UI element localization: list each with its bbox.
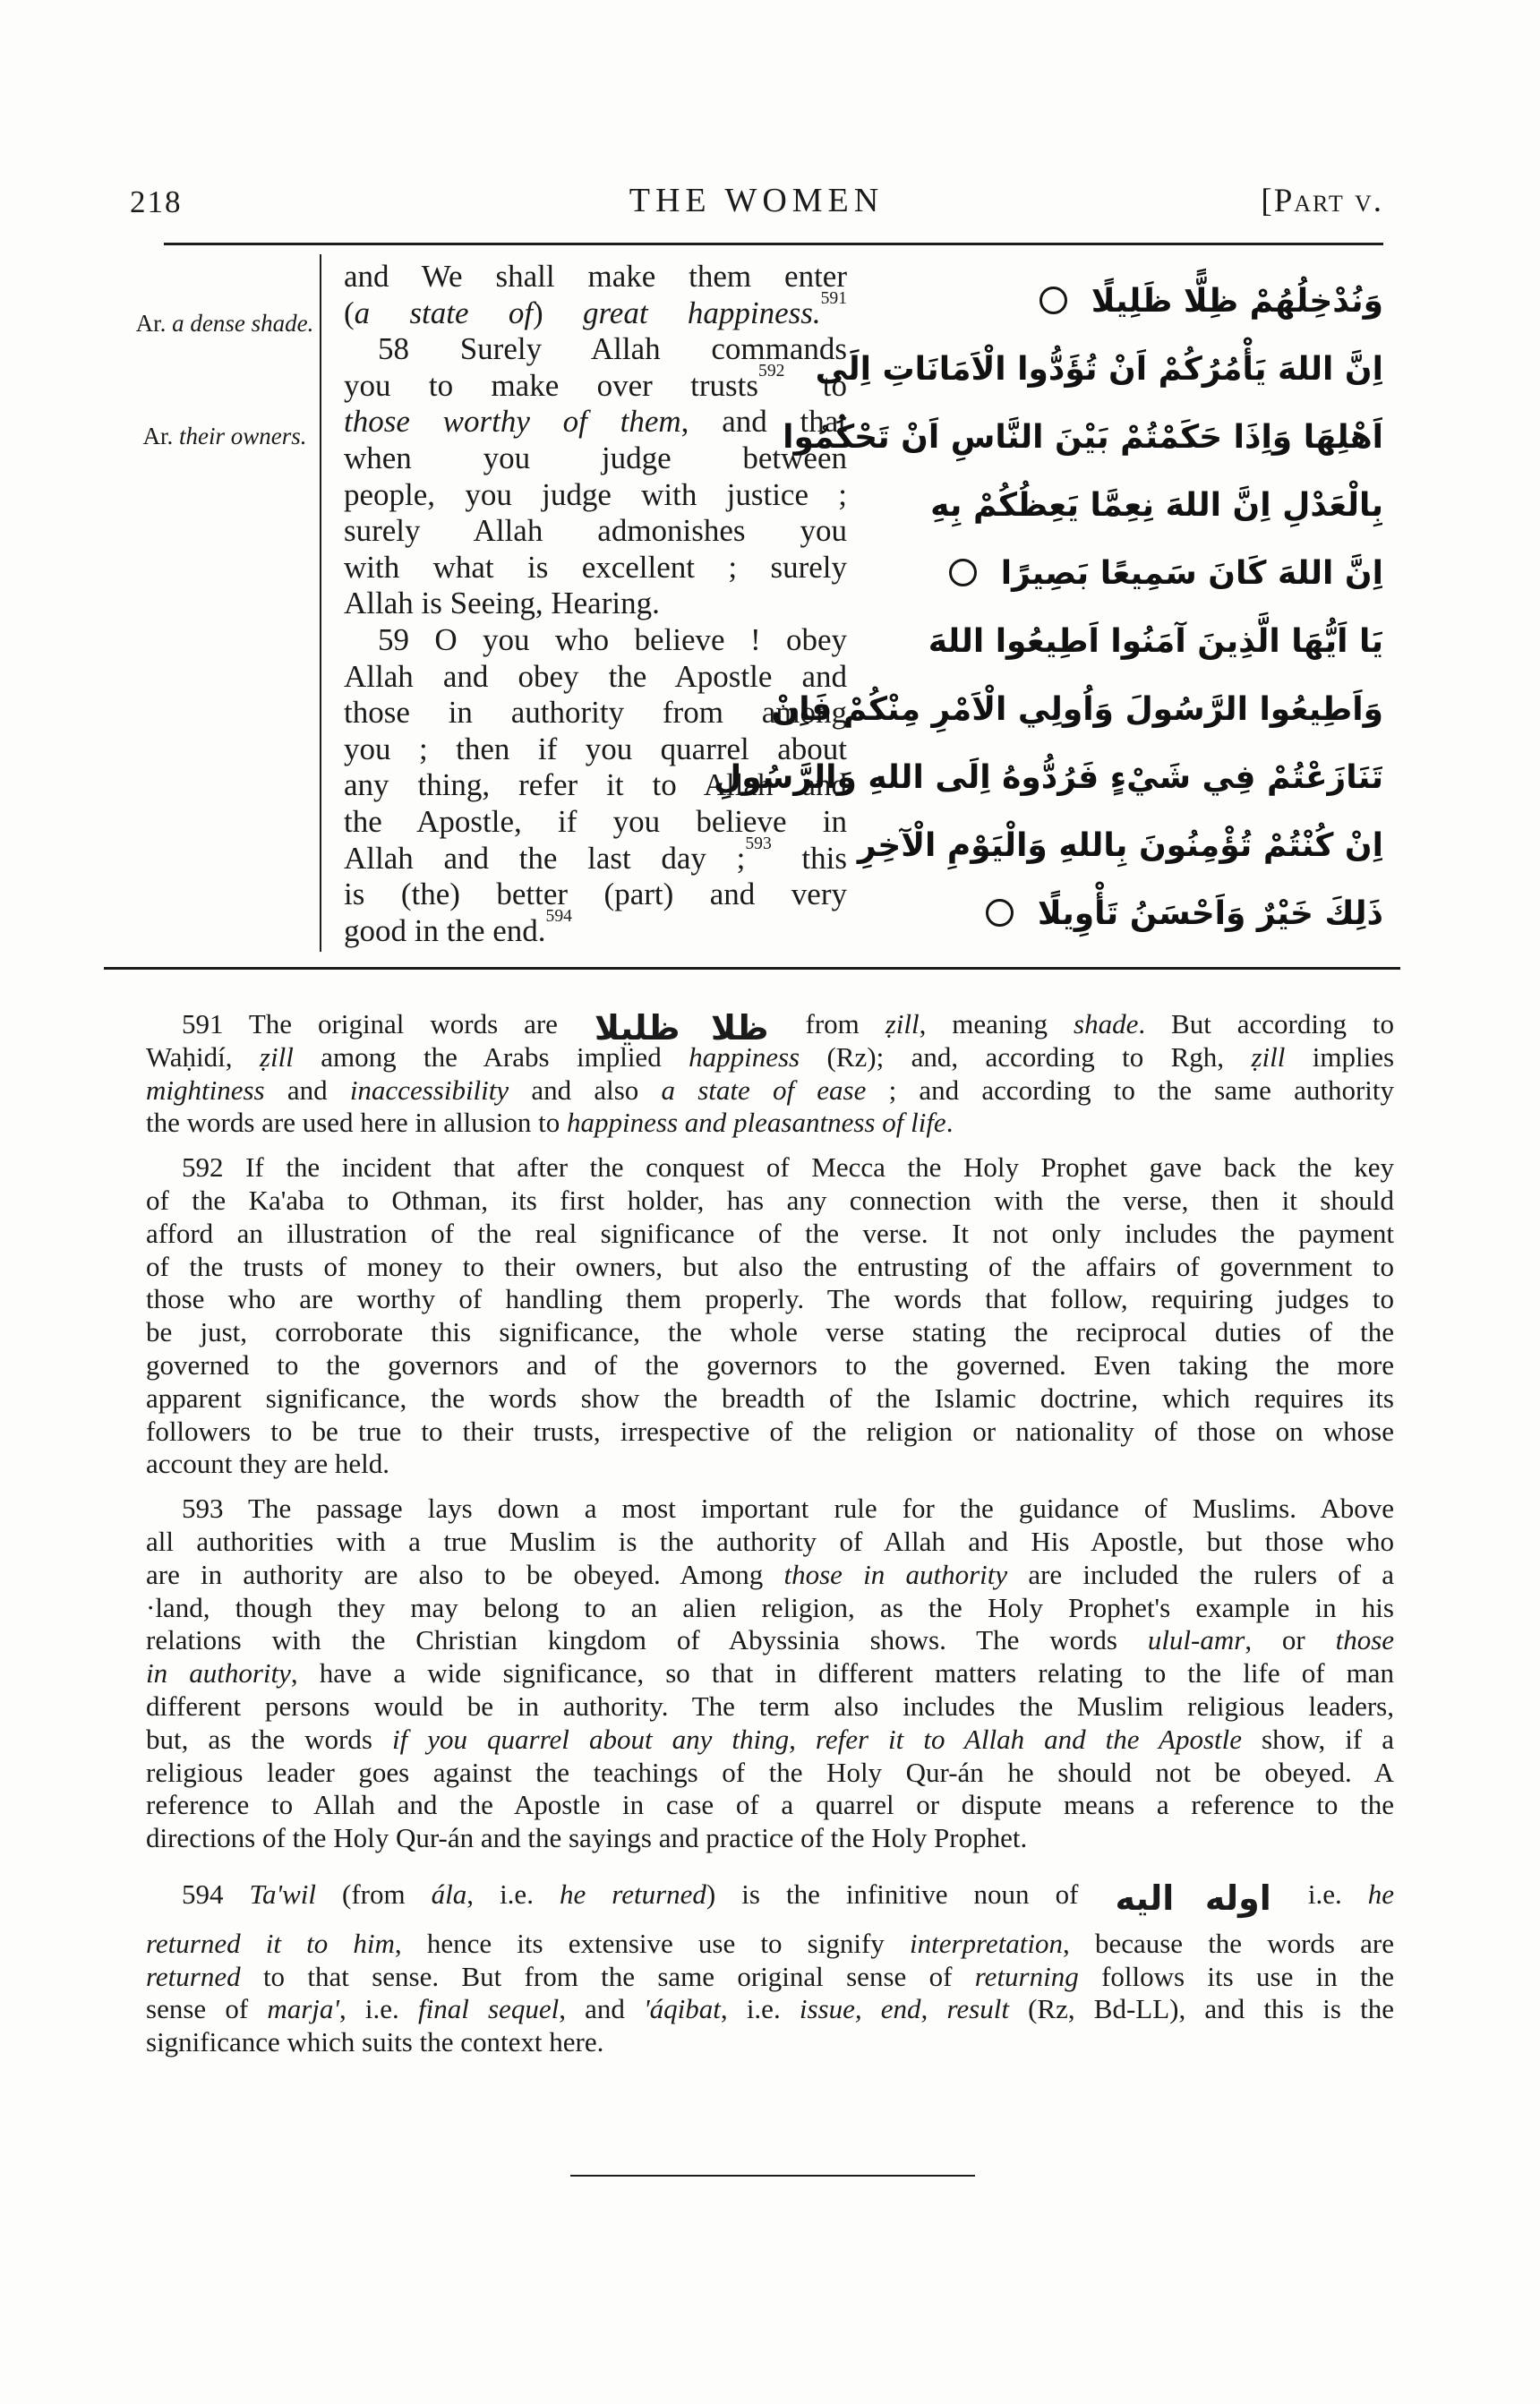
footnote-line: all authorities with a true Muslim is the authority of Allah and His Apostle, but those who [146, 1525, 1394, 1557]
footnote-line: of the trusts of money to their owners, but also the entrusting of the affairs of government to [146, 1250, 1394, 1282]
footnote-594 [146, 1878, 1394, 2059]
footnote-line: different persons would be in authority. The term also includes the Muslim religious leaders, [146, 1690, 1394, 1722]
footnote-line: significance which suits the context here. [146, 2026, 604, 2058]
arabic-verse-line: اَهْلِهَا وَاِذَا حَكَمْتُمْ بَيْنَ النَّاسِ اَنْ تَحْكُمُوا [783, 419, 1383, 456]
translation-line: when you judge between [344, 440, 847, 475]
footnote-line: be just, corroborate this significance, the whole verse stating the reciprocal duties of the [146, 1316, 1394, 1348]
arabic-verse-line: اِنَّ اللهَ يَأْمُرُكُمْ اَنْ تُؤَدُّوا الْاَمَانَاتِ اِلَى [815, 351, 1383, 388]
arabic-verse-line: بِالْعَدْلِ اِنَّ اللهَ نِعِمَّا يَعِظُكُمْ بِهِ [930, 487, 1383, 524]
arabic-verse-line: اِنْ كُنْتُمْ تُؤْمِنُونَ بِاللهِ وَالْيَوْمِ الْآخِرِ [857, 827, 1383, 864]
footnote-line: afford an illustration of the real significance of the verse. It not only includes the payment [146, 1217, 1394, 1249]
translation-line: good in the end.$^{594}$ [344, 907, 572, 948]
footnote-line: mightiness and inaccessibility and also a state of ease ; and according to the same authority [146, 1074, 1395, 1106]
footnote-line: the words are used here in allusion to happiness and pleasantness of life. [146, 1107, 954, 1139]
margin-note-owners: Ar. their owners. [142, 423, 307, 449]
footnote-line: directions of the Holy Qur-án and the sayings and practice of the Holy Prophet. [146, 1822, 1028, 1854]
footnote-line: religious leader goes against the teachings of the Holy Qur-án he should not be obeyed. A [146, 1756, 1394, 1788]
footnote-line: in authority, have a wide significance, so that in different matters relating to the life of man [146, 1657, 1395, 1690]
footnote-line: returned it to him, hence its extensive use to signify interpretation, because the words are [146, 1927, 1395, 1959]
translation-line: you ; then if you quarrel about [344, 731, 847, 766]
translation-line: 58 Surely Allah commands [378, 331, 847, 367]
arabic-verse-line: تَنَازَعْتُمْ فِي شَيْءٍ فَرُدُّوهُ اِلَى اللهِ وَالرَّسُولِ [714, 759, 1383, 796]
footnote-line: Waḥidí, ẓill among the Arabs implied happiness (Rz); and, according to Rgh, ẓill implies [146, 1040, 1395, 1073]
arabic-verse-line: اِنَّ اللهَ كَانَ سَمِيعًا بَصِيرًا [852, 540, 1383, 608]
footnote-line: 592 If the incident that after the conquest of Mecca the Holy Prophet gave back the key [182, 1151, 1394, 1184]
translation-line: Allah and obey the Apostle and [344, 658, 847, 694]
inline-arabic-text: ظلا ظليلا [594, 1008, 769, 1048]
footnote-line: 591 The original words are ظلا ظليلا from ẓill, meaning shade. But according to [182, 1008, 1394, 1048]
footnote-line: account they are held. [146, 1448, 389, 1480]
translation-line: any thing, refer it to Allah and [344, 767, 847, 803]
translation-line: those worthy of them, and that [344, 404, 847, 440]
arabic-verse-line: وَاَطِيعُوا الرَّسُولَ وَاُولِي الْاَمْرِ مِنْكُمْ فَاِنْ [771, 691, 1383, 728]
footnote-ref: 592 [758, 362, 785, 381]
footnote-line: but, as the words if you quarrel about any thing, refer it to Allah and the Apostle show, if a [146, 1723, 1394, 1755]
translation-line: people, you judge with justice ; [344, 476, 847, 512]
footnote-line: apparent significance, the words show the breadth of the Islamic doctrine, which requires its [146, 1382, 1394, 1414]
translation-line: Allah is Seeing, Hearing. [344, 586, 660, 621]
footnote-line: sense of marja', i.e. final sequel, and 'áqibat, i.e. issue, end, result (Rz, Bd-LL), and this is the [146, 1993, 1394, 2025]
verse-end-icon [986, 899, 1014, 927]
footnote-line: are in authority are also to be obeyed. Among those in authority are included the rulers of a [146, 1558, 1395, 1590]
footnotes-section [146, 1008, 1394, 2071]
arabic-verse-line: ذَلِكَ خَيْرٌ وَاَحْسَنُ تَأْوِيلًا [852, 880, 1383, 948]
translation-line: those in authority from among [344, 695, 847, 731]
page-bottom-rule [570, 2175, 975, 2177]
english-translation-column [344, 259, 847, 949]
translation-line: surely Allah admonishes you [344, 513, 847, 549]
translation-line: and We shall make them enter [344, 259, 847, 294]
column-divider-rule [320, 254, 321, 952]
translation-line: (a state of) great happiness.$^{591}$ [344, 289, 847, 330]
margin-note-shade: Ar. a dense shade. [135, 310, 314, 337]
translation-line: with what is excellent ; surely [344, 549, 847, 585]
footnote-line: those who are worthy of handling them properly. The words that follow, requiring judges to [146, 1283, 1394, 1315]
footnote-591 [146, 1008, 1394, 1140]
footnote-ref: 593 [745, 834, 772, 854]
footnote-line: of the Ka'aba to Othman, its first holder, has any connection with the verse, then it should [146, 1184, 1394, 1216]
footnote-line: followers to be true to their trusts, irrespective of the religion or nationality of those on whose [146, 1415, 1394, 1447]
footnote-line: reference to Allah and the Apostle in case of a quarrel or dispute means a reference to the [146, 1789, 1394, 1821]
page-header [130, 181, 1383, 222]
footnote-592 [146, 1151, 1394, 1481]
footnote-line: 593 The passage lays down a most important rule for the guidance of Muslims. Above [182, 1493, 1394, 1525]
footnote-line: 594 Ta'wil (from ála, i.e. he returned) is the infinitive noun of اوله اليه i.e. he [182, 1878, 1395, 1918]
verse-end-icon [949, 559, 977, 586]
translation-line: Allah and the last day ;$^{593}$ this [344, 834, 847, 876]
footnote-ref: 594 [545, 907, 572, 927]
page-number: 218 [130, 184, 183, 219]
translation-line: 59 O you who believe ! obey [378, 621, 847, 657]
footnote-divider-rule [104, 967, 1400, 970]
arabic-verse-line: يَا اَيُّهَا الَّذِينَ آمَنُوا اَطِيعُوا اللهَ [928, 623, 1383, 660]
translation-line: you to make over trusts$^{592}$ to [344, 362, 847, 403]
footnote-line: ·land, though they may belong to an alien religion, as the Holy Prophet's example in his [146, 1591, 1394, 1623]
footnote-line: relations with the Christian kingdom of Abyssinia shows. The words ulul-amr, or those [146, 1624, 1395, 1656]
footnote-line: returned to that sense. But from the same original sense of returning follows its use in the [146, 1960, 1394, 1992]
translation-line: the Apostle, if you believe in [344, 803, 847, 839]
arabic-verse-line: وَنُدْخِلُهُمْ ظِلًّا ظَلِيلًا [852, 268, 1383, 336]
footnote-593 [146, 1493, 1394, 1855]
header-rule [164, 243, 1383, 245]
part-label: [Part v. [1261, 183, 1383, 219]
footnote-ref: 591 [820, 289, 847, 309]
footnote-line: governed to the governors and of the governors to the governed. Even taking the more [146, 1348, 1394, 1381]
verse-end-icon [1040, 287, 1067, 314]
running-title: THE WOMEN [629, 182, 885, 219]
inline-arabic-text: اوله اليه [1115, 1878, 1271, 1918]
translation-line: is (the) better (part) and very [344, 877, 847, 912]
